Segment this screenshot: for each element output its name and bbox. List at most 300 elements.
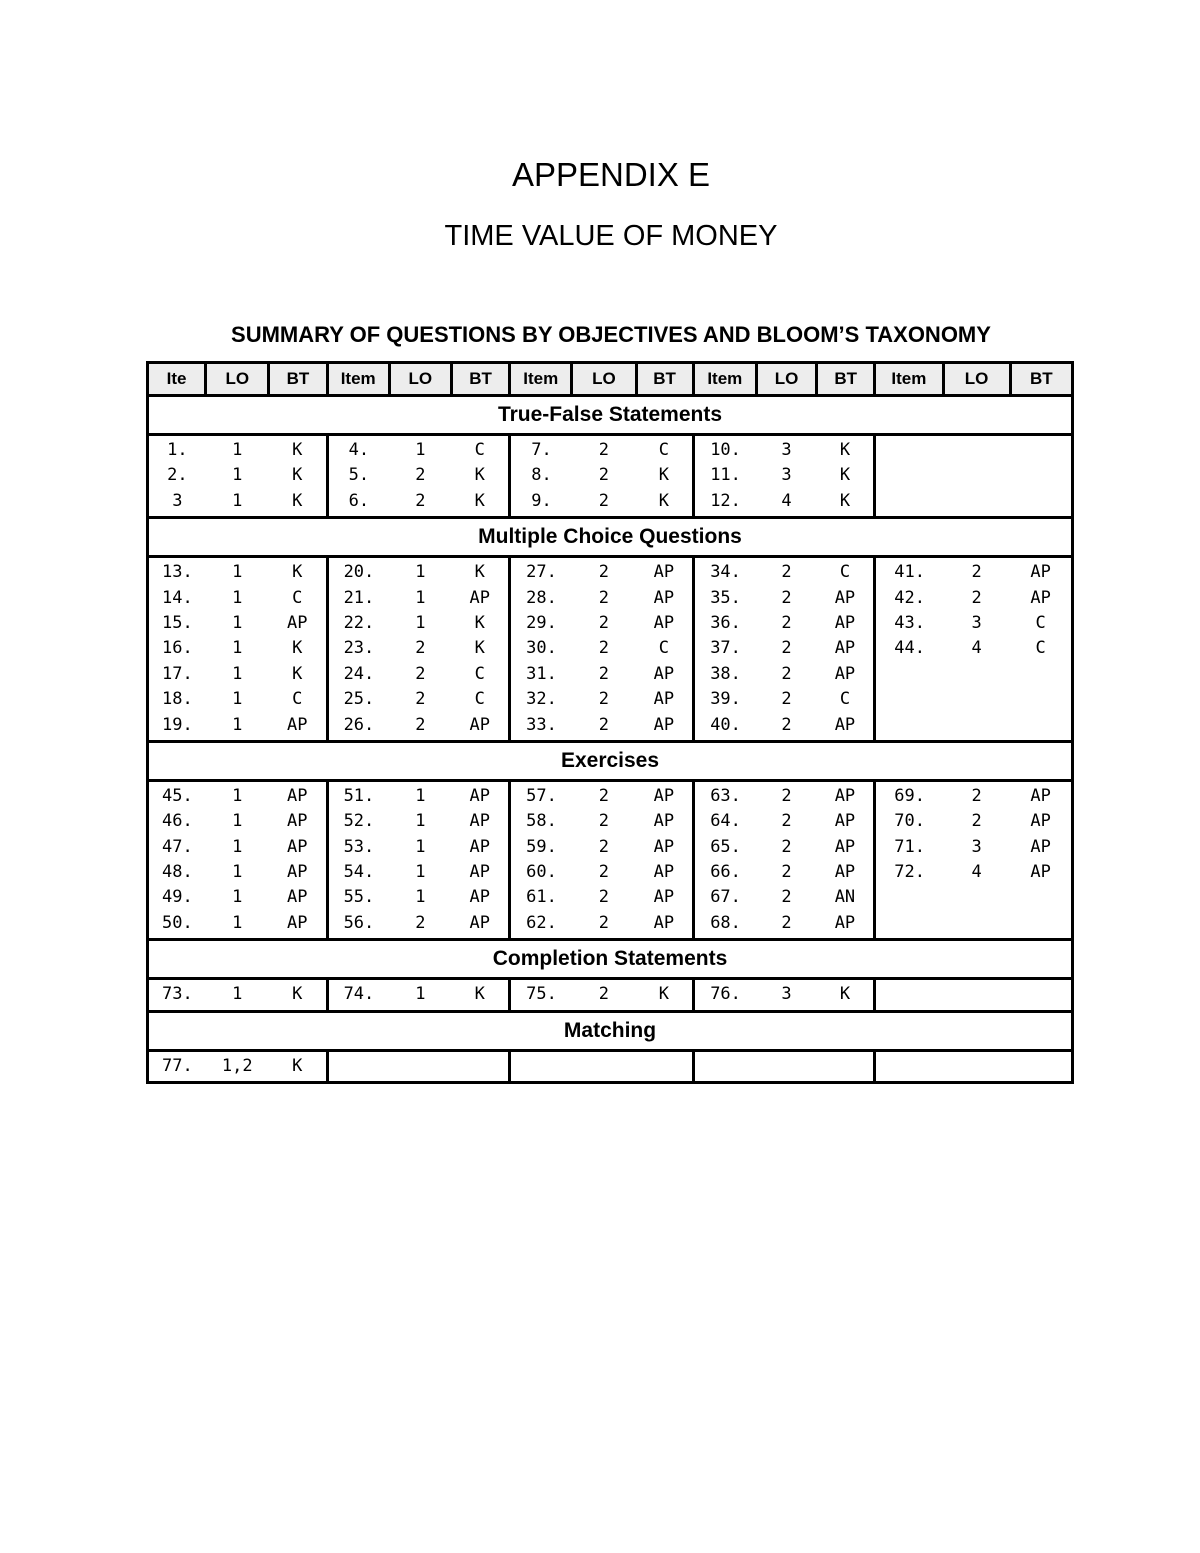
- column-header: Item: [693, 363, 756, 396]
- bt-value: K: [474, 984, 485, 1005]
- bt-value: AP: [653, 612, 675, 633]
- section-body-row: [148, 979, 1073, 1011]
- lo-column-cell: [389, 435, 451, 518]
- item-value: 22.: [343, 612, 375, 633]
- bt-value: C: [474, 663, 485, 684]
- bt-value: AP: [286, 612, 308, 633]
- bt-value: AP: [653, 587, 675, 608]
- lo-value: 4: [781, 490, 792, 511]
- lo-value: 3: [971, 612, 982, 633]
- lo-column-cell: [389, 979, 451, 1011]
- item-value: 75.: [526, 984, 557, 1005]
- item-value: 8.: [531, 465, 552, 486]
- item-value: 17.: [161, 663, 193, 684]
- bt-value: AP: [1030, 811, 1051, 832]
- column-header: LO: [389, 363, 451, 396]
- item-value: 27.: [526, 562, 557, 583]
- bt-value: C: [292, 587, 303, 608]
- bt-column-cell: [817, 780, 875, 939]
- lo-value: 1: [415, 811, 426, 832]
- bt-value: AP: [1030, 862, 1051, 883]
- item-value: 61.: [526, 887, 557, 908]
- bt-value: AP: [653, 887, 675, 908]
- lo-column-cell: [756, 557, 816, 742]
- lo-value: 4: [971, 862, 982, 883]
- lo-value: 2: [598, 440, 610, 460]
- lo-value: 2: [598, 587, 610, 608]
- bt-value: C: [839, 689, 851, 710]
- lo-value: 2: [598, 862, 610, 883]
- column-header: BT: [636, 363, 693, 396]
- section-body-row: [148, 557, 1073, 742]
- lo-value: 2: [415, 689, 426, 710]
- lo-value: 2: [598, 811, 610, 832]
- bt-column-cell: [269, 979, 327, 1011]
- section-title: Matching: [148, 1011, 1073, 1050]
- lo-value: 1: [415, 862, 426, 883]
- item-value: 11.: [710, 465, 741, 486]
- bt-value: C: [474, 440, 485, 460]
- bt-value: AP: [834, 663, 856, 684]
- lo-value: 1: [232, 562, 243, 583]
- section-header-row: [148, 1011, 1073, 1050]
- lo-value: 3: [971, 836, 982, 857]
- item-value: 41.: [894, 562, 925, 583]
- bt-value: C: [658, 440, 669, 460]
- column-header: LO: [756, 363, 816, 396]
- lo-value: 2: [415, 638, 426, 659]
- bt-value: AP: [469, 714, 491, 735]
- bt-column-cell: [636, 780, 693, 939]
- item-value: 48.: [161, 862, 193, 883]
- lo-value: 1: [232, 612, 243, 633]
- lo-value: 2: [781, 836, 792, 857]
- lo-column-cell: [572, 557, 636, 742]
- column-header: BT: [269, 363, 327, 396]
- item-value: 14.: [161, 587, 193, 608]
- bt-column-cell: [269, 557, 327, 742]
- bt-value: K: [658, 984, 669, 1005]
- bt-value: AP: [653, 562, 675, 583]
- bt-value: AP: [1030, 587, 1051, 608]
- item-value: 70.: [894, 811, 925, 832]
- lo-column-cell: [756, 979, 816, 1011]
- bt-value: K: [839, 490, 851, 511]
- lo-value: 2: [598, 465, 610, 486]
- bt-value: AP: [286, 714, 308, 735]
- item-value: 21.: [343, 587, 375, 608]
- table-title: SUMMARY OF QUESTIONS BY OBJECTIVES AND BLOOM’S TAXONOMY: [231, 322, 991, 347]
- section-header-row: [148, 518, 1073, 557]
- bt-column-cell: [817, 979, 875, 1011]
- lo-value: 2: [415, 714, 426, 735]
- lo-value: 1: [415, 562, 426, 583]
- item-column-cell: [510, 979, 572, 1011]
- lo-value: 1: [232, 811, 243, 832]
- bt-value: AP: [834, 785, 856, 806]
- item-column-cell: [693, 780, 756, 939]
- empty-group-cell: [875, 979, 1073, 1011]
- chapter-title: TIME VALUE OF MONEY: [444, 220, 778, 252]
- item-value: 66.: [710, 862, 741, 883]
- item-value: 36.: [710, 612, 741, 633]
- item-value: 15.: [161, 612, 193, 633]
- bt-value: K: [839, 465, 851, 486]
- column-header: BT: [1010, 363, 1072, 396]
- item-value: 20.: [343, 562, 375, 583]
- lo-value: 2: [781, 638, 792, 659]
- item-value: 33.: [526, 714, 557, 735]
- bt-column-cell: [817, 557, 875, 742]
- item-value: 57.: [526, 785, 557, 806]
- bt-value: AP: [469, 785, 491, 806]
- lo-value: 2: [781, 612, 792, 633]
- item-column-cell: [327, 557, 389, 742]
- bt-column-cell: [636, 557, 693, 742]
- lo-value: 1: [232, 862, 243, 883]
- item-value: 73.: [161, 984, 193, 1005]
- bt-value: AP: [469, 836, 491, 857]
- item-column-cell: [148, 979, 206, 1011]
- empty-group-cell: [875, 435, 1073, 518]
- item-value: 46.: [161, 811, 193, 832]
- bt-value: AP: [469, 587, 491, 608]
- item-value: 54.: [343, 862, 375, 883]
- item-column-cell: [693, 979, 756, 1011]
- bt-column-cell: [269, 435, 327, 518]
- item-column-cell: [148, 1050, 206, 1082]
- item-value: 7.: [531, 440, 552, 460]
- lo-column-cell: [206, 557, 269, 742]
- bt-value: C: [1035, 612, 1046, 633]
- lo-value: 1: [232, 587, 243, 608]
- lo-value: 1: [415, 587, 426, 608]
- bt-value: C: [839, 562, 851, 583]
- bt-value: AP: [286, 912, 308, 933]
- lo-value: 2: [415, 912, 426, 933]
- item-value: 60.: [526, 862, 557, 883]
- bt-column-cell: [269, 780, 327, 939]
- item-value: 68.: [710, 912, 741, 933]
- lo-value: 2: [598, 663, 610, 684]
- lo-value: 2: [781, 689, 792, 710]
- bt-value: C: [474, 689, 485, 710]
- item-value: 6.: [348, 490, 370, 511]
- lo-value: 1: [415, 984, 426, 1005]
- item-value: 25.: [343, 689, 375, 710]
- item-column-cell: [327, 780, 389, 939]
- item-value: 49.: [161, 887, 193, 908]
- bt-column-cell: [451, 557, 509, 742]
- item-value: 39.: [710, 689, 741, 710]
- item-value: 50.: [161, 912, 193, 933]
- lo-value: 2: [781, 912, 792, 933]
- item-value: 62.: [526, 912, 557, 933]
- bt-value: AP: [469, 887, 491, 908]
- item-value: 58.: [526, 811, 557, 832]
- item-column-cell: [148, 780, 206, 939]
- item-column-cell: [327, 435, 389, 518]
- lo-column-cell: [756, 780, 816, 939]
- bt-value: C: [1035, 638, 1046, 659]
- bt-value: K: [292, 984, 303, 1005]
- lo-value: 1: [415, 836, 426, 857]
- lo-value: 2: [781, 714, 792, 735]
- bt-value: AP: [653, 811, 675, 832]
- header-row: [148, 363, 1073, 396]
- lo-column-cell: [572, 979, 636, 1011]
- bt-value: AP: [653, 836, 675, 857]
- section-body-row: [148, 1050, 1073, 1082]
- lo-column-cell: [389, 557, 451, 742]
- bt-value: AP: [653, 912, 675, 933]
- bt-value: AP: [653, 785, 675, 806]
- bt-value: K: [839, 984, 851, 1005]
- lo-value: 1: [232, 689, 243, 710]
- lo-value: 2: [598, 912, 610, 933]
- column-header: BT: [451, 363, 509, 396]
- bt-value: K: [658, 490, 669, 511]
- item-value: 5.: [348, 465, 370, 486]
- bt-value: K: [658, 465, 669, 486]
- lo-column-cell: [572, 435, 636, 518]
- bt-value: AP: [286, 862, 308, 883]
- lo-column-cell: [389, 780, 451, 939]
- bt-value: AP: [834, 912, 856, 933]
- lo-value: 2: [971, 811, 982, 832]
- lo-value: 1: [232, 490, 243, 511]
- column-header: LO: [572, 363, 636, 396]
- item-value: 63.: [710, 785, 741, 806]
- item-value: 12.: [710, 490, 741, 511]
- item-value: 56.: [343, 912, 375, 933]
- lo-value: 2: [598, 638, 610, 659]
- bt-value: K: [292, 1055, 303, 1076]
- item-value: 45.: [161, 785, 193, 806]
- empty-group-cell: [693, 1050, 875, 1082]
- bt-column-cell: [636, 435, 693, 518]
- lo-value: 2: [971, 785, 982, 806]
- item-value: 42.: [894, 587, 925, 608]
- bt-value: AP: [286, 887, 308, 908]
- bt-column-cell: [636, 979, 693, 1011]
- item-value: 29.: [526, 612, 557, 633]
- lo-value: 2: [781, 862, 792, 883]
- item-column-cell: [148, 435, 206, 518]
- section-header-row: [148, 940, 1073, 979]
- lo-value: 1: [232, 984, 243, 1005]
- column-header: Item: [327, 363, 389, 396]
- bt-value: K: [292, 490, 303, 511]
- section-header-row: [148, 396, 1073, 435]
- bt-value: AP: [834, 587, 856, 608]
- bt-value: K: [474, 465, 485, 486]
- lo-value: 1: [232, 440, 243, 460]
- item-value: 52.: [343, 811, 375, 832]
- bt-value: AP: [286, 836, 308, 857]
- section-title: Multiple Choice Questions: [148, 518, 1073, 557]
- lo-value: 1: [232, 912, 243, 933]
- lo-value: 1: [232, 638, 243, 659]
- bt-value: K: [292, 638, 303, 659]
- bt-value: AP: [834, 638, 856, 659]
- bt-value: K: [292, 663, 303, 684]
- bt-value: AP: [834, 862, 856, 883]
- item-column-cell: [148, 557, 206, 742]
- lo-value: 1: [232, 887, 243, 908]
- item-value: 55.: [343, 887, 375, 908]
- bt-value: AP: [834, 836, 856, 857]
- item-value: 53.: [343, 836, 375, 857]
- lo-column-cell: [756, 435, 816, 518]
- bt-value: AP: [653, 862, 675, 883]
- column-header: BT: [817, 363, 875, 396]
- lo-value: 3: [781, 984, 792, 1005]
- lo-value: 2: [598, 490, 610, 511]
- lo-value: 2: [971, 562, 982, 583]
- section-body-row: [148, 780, 1073, 939]
- bt-value: K: [474, 562, 485, 583]
- item-value: 16.: [161, 638, 193, 659]
- bt-value: C: [292, 689, 303, 710]
- section-title: Exercises: [148, 741, 1073, 780]
- item-value: 1.: [167, 440, 188, 460]
- lo-value: 3: [781, 440, 792, 460]
- bt-value: K: [839, 440, 851, 460]
- bt-value: AP: [1030, 836, 1051, 857]
- item-value: 38.: [710, 663, 741, 684]
- section-title: Completion Statements: [148, 940, 1073, 979]
- lo-value: 2: [781, 587, 792, 608]
- bt-value: K: [292, 465, 303, 486]
- item-value: 19.: [161, 714, 193, 735]
- bt-value: AP: [653, 689, 675, 710]
- lo-value: 4: [971, 638, 982, 659]
- lo-value: 2: [598, 836, 610, 857]
- item-value: 77.: [161, 1055, 193, 1076]
- lo-value: 2: [598, 689, 610, 710]
- bt-value: AP: [653, 714, 675, 735]
- item-value: 4.: [348, 440, 370, 460]
- item-value: 13.: [161, 562, 193, 583]
- item-value: 76.: [710, 984, 741, 1005]
- lo-value: 3: [781, 465, 792, 486]
- lo-value: 1: [415, 440, 426, 460]
- lo-value: 2: [598, 612, 610, 633]
- lo-value: 2: [598, 984, 610, 1005]
- bt-value: AP: [834, 612, 856, 633]
- lo-value: 1: [232, 836, 243, 857]
- column-header: Item: [875, 363, 943, 396]
- bt-value: AP: [286, 811, 308, 832]
- item-value: 44.: [894, 638, 925, 659]
- item-column-cell: [693, 557, 756, 742]
- empty-group-cell: [510, 1050, 694, 1082]
- lo-column-cell: [206, 1050, 269, 1082]
- section-body-row: [148, 435, 1073, 518]
- bt-column-cell: [1010, 557, 1072, 742]
- item-value: 47.: [161, 836, 193, 857]
- item-value: 26.: [343, 714, 375, 735]
- bt-value: K: [474, 490, 485, 511]
- lo-value: 2: [971, 587, 982, 608]
- item-value: 23.: [343, 638, 375, 659]
- item-value: 40.: [710, 714, 741, 735]
- item-value: 34.: [710, 562, 741, 583]
- lo-value: 1: [232, 785, 243, 806]
- bt-value: AP: [286, 785, 308, 806]
- lo-value: 1: [232, 465, 243, 486]
- item-column-cell: [693, 435, 756, 518]
- lo-value: 1,2: [221, 1055, 253, 1076]
- item-value: 3: [172, 490, 183, 511]
- bt-value: AP: [469, 811, 491, 832]
- bt-value: K: [474, 638, 485, 659]
- bt-value: AP: [834, 714, 856, 735]
- lo-column-cell: [943, 780, 1010, 939]
- summary-table: [146, 361, 1074, 1084]
- bt-value: K: [292, 440, 303, 460]
- appendix-title: APPENDIX E: [511, 156, 711, 193]
- item-value: 67.: [710, 887, 741, 908]
- lo-value: 2: [415, 465, 426, 486]
- item-value: 24.: [343, 663, 375, 684]
- lo-value: 1: [232, 714, 243, 735]
- item-value: 69.: [894, 785, 925, 806]
- item-value: 43.: [894, 612, 925, 633]
- bt-value: AP: [834, 811, 856, 832]
- item-value: 51.: [343, 785, 375, 806]
- item-value: 10.: [710, 440, 741, 460]
- lo-value: 2: [415, 490, 426, 511]
- lo-value: 2: [781, 811, 792, 832]
- bt-value: AP: [1030, 785, 1051, 806]
- section-header-row: [148, 741, 1073, 780]
- item-column-cell: [875, 557, 943, 742]
- lo-value: 1: [415, 612, 426, 633]
- lo-column-cell: [206, 435, 269, 518]
- item-value: 2.: [167, 465, 188, 486]
- lo-value: 1: [415, 785, 426, 806]
- item-value: 35.: [710, 587, 741, 608]
- item-column-cell: [510, 557, 572, 742]
- lo-value: 2: [781, 562, 792, 583]
- item-value: 59.: [526, 836, 557, 857]
- bt-column-cell: [451, 435, 509, 518]
- lo-column-cell: [206, 979, 269, 1011]
- section-title: True-False Statements: [148, 396, 1073, 435]
- column-header: LO: [943, 363, 1010, 396]
- lo-value: 2: [598, 785, 610, 806]
- lo-value: 2: [415, 663, 426, 684]
- item-value: 9.: [531, 490, 552, 511]
- bt-column-cell: [451, 780, 509, 939]
- item-value: 32.: [526, 689, 557, 710]
- lo-value: 2: [781, 785, 792, 806]
- bt-value: AP: [469, 912, 491, 933]
- item-value: 72.: [894, 862, 925, 883]
- lo-value: 1: [232, 663, 243, 684]
- column-header: Ite: [148, 363, 206, 396]
- item-column-cell: [875, 780, 943, 939]
- item-value: 65.: [710, 836, 741, 857]
- item-column-cell: [327, 979, 389, 1011]
- item-value: 64.: [710, 811, 741, 832]
- item-column-cell: [510, 435, 572, 518]
- bt-column-cell: [451, 979, 509, 1011]
- empty-group-cell: [327, 1050, 510, 1082]
- item-value: 74.: [343, 984, 375, 1005]
